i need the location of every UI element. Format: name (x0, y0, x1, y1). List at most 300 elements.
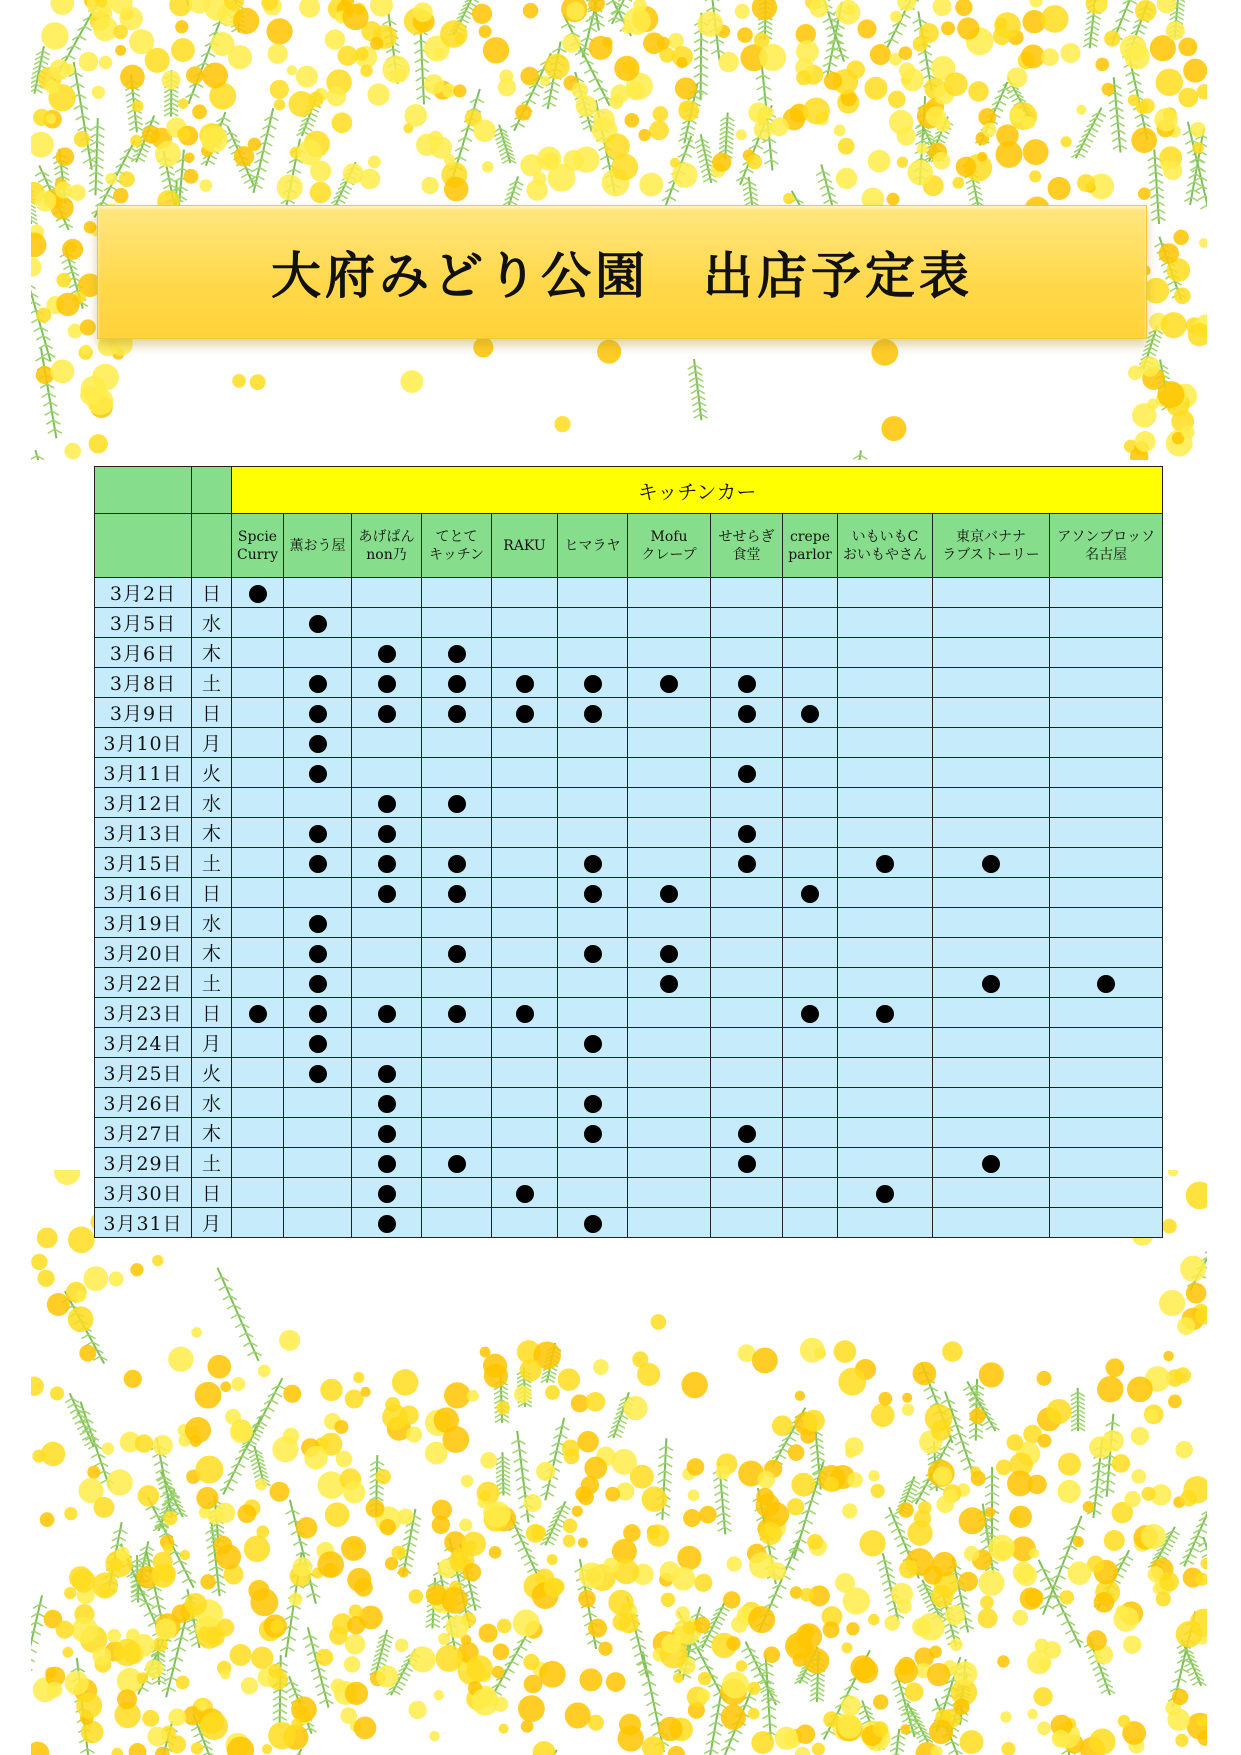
mimosa-blossom (368, 156, 381, 169)
schedule-cell (492, 788, 558, 818)
mimosa-blossom (544, 1577, 564, 1597)
schedule-cell (232, 1088, 284, 1118)
mimosa-blossom (163, 1543, 173, 1553)
mimosa-blossom (354, 1717, 377, 1740)
mimosa-blossom (120, 65, 145, 90)
schedule-cell (352, 638, 422, 668)
mimosa-blossom (1118, 1715, 1131, 1728)
schedule-cell (711, 938, 783, 968)
mimosa-blossom (72, 1617, 98, 1643)
attendance-dot (516, 675, 534, 693)
mimosa-blossom (783, 193, 794, 204)
attendance-dot (801, 705, 819, 723)
schedule-cell (492, 1208, 558, 1238)
schedule-cell (1050, 938, 1163, 968)
vendor-header: いもいもC おいもやさん (838, 514, 933, 578)
mimosa-blossom (952, 177, 964, 189)
mimosa-blossom (859, 1530, 885, 1556)
attendance-dot (309, 1035, 327, 1053)
mimosa-blossom (1038, 1434, 1052, 1448)
mimosa-blossom (1102, 1430, 1123, 1451)
mimosa-blossom (752, 1348, 778, 1374)
mimosa-blossom (683, 1621, 696, 1634)
schedule-cell (492, 998, 558, 1028)
schedule-cell (711, 1208, 783, 1238)
attendance-dot (448, 1005, 466, 1023)
mimosa-blossom (497, 1619, 512, 1634)
attendance-dot (584, 705, 602, 723)
schedule-cell (783, 638, 838, 668)
mimosa-blossom (785, 1632, 813, 1660)
header-blank-date (95, 514, 192, 578)
schedule-cell (838, 878, 933, 908)
mimosa-blossom (1128, 94, 1140, 106)
mimosa-blossom (627, 82, 646, 101)
mimosa-blossom (367, 83, 389, 105)
schedule-cell (1050, 818, 1163, 848)
mimosa-blossom (838, 138, 855, 155)
mimosa-blossom (1010, 1506, 1032, 1528)
mimosa-blossom (1186, 1283, 1207, 1304)
vendor-header: crepe parlor (783, 514, 838, 578)
mimosa-blossom (1175, 1734, 1188, 1747)
schedule-cell (628, 998, 711, 1028)
mimosa-blossom (977, 152, 987, 162)
leaf-sprig (759, 1654, 777, 1740)
mimosa-blossom (953, 1699, 969, 1715)
mimosa-blossom (836, 168, 857, 189)
attendance-dot (309, 855, 327, 873)
mimosa-blossom (737, 27, 753, 43)
mimosa-blossom (675, 1606, 689, 1620)
mimosa-blossom (566, 2, 585, 21)
mimosa-blossom (336, 1451, 353, 1468)
table-row (95, 938, 1163, 968)
schedule-cell (558, 1058, 628, 1088)
mimosa-blossom (176, 1676, 190, 1690)
attendance-dot (738, 825, 756, 843)
mimosa-blossom (1199, 238, 1207, 248)
mimosa-blossom (459, 1519, 472, 1532)
mimosa-blossom (996, 141, 1023, 168)
schedule-cell (933, 1088, 1050, 1118)
mimosa-blossom (190, 1435, 202, 1447)
schedule-cell (352, 968, 422, 998)
mimosa-blossom (1120, 35, 1147, 62)
mimosa-blossom (135, 1434, 153, 1452)
mimosa-blossom (130, 135, 142, 147)
mimosa-blossom (379, 1519, 395, 1535)
header-blank-day (192, 514, 232, 578)
mimosa-blossom (119, 171, 135, 187)
mimosa-blossom (1029, 170, 1041, 182)
mimosa-blossom (917, 1613, 945, 1641)
mimosa-blossom (461, 1475, 474, 1488)
weekday-cell: 日 (192, 578, 232, 608)
schedule-cell (558, 938, 628, 968)
mimosa-blossom (467, 1390, 479, 1402)
mimosa-blossom (186, 66, 204, 84)
table-row (95, 758, 1163, 788)
mimosa-blossom (563, 150, 584, 171)
table-row (95, 1178, 1163, 1208)
schedule-cell (284, 1178, 352, 1208)
attendance-dot (584, 1215, 602, 1233)
table-row (95, 818, 1163, 848)
leaf-sprig (65, 1393, 98, 1447)
mimosa-blossom (698, 1672, 712, 1686)
mimosa-blossom (436, 1645, 463, 1672)
attendance-dot (249, 585, 267, 603)
mimosa-blossom (726, 1636, 740, 1650)
vendor-header: Mofu クレープ (628, 514, 711, 578)
mimosa-blossom (697, 1689, 711, 1703)
date-cell: 3月29日 (95, 1148, 192, 1178)
mimosa-blossom (493, 1643, 510, 1660)
schedule-cell (422, 758, 492, 788)
attendance-dot (309, 1065, 327, 1083)
date-cell: 3月10日 (95, 728, 192, 758)
mimosa-blossom (923, 1565, 942, 1584)
attendance-dot (309, 975, 327, 993)
mimosa-blossom (69, 184, 86, 201)
mimosa-blossom (344, 1656, 360, 1672)
mimosa-blossom (231, 1377, 245, 1391)
mimosa-blossom (520, 154, 542, 176)
schedule-cell (838, 968, 933, 998)
mimosa-blossom (775, 1727, 798, 1750)
attendance-dot (448, 675, 466, 693)
mimosa-blossom (347, 1616, 365, 1634)
mimosa-blossom (864, 77, 887, 100)
schedule-cell (1050, 1118, 1163, 1148)
leaf-sprig (303, 1627, 334, 1707)
schedule-cell (838, 1118, 933, 1148)
mimosa-blossom (496, 1401, 510, 1415)
mimosa-blossom (1013, 1610, 1029, 1626)
mimosa-blossom (611, 1449, 637, 1475)
schedule-cell (628, 638, 711, 668)
attendance-dot (516, 705, 534, 723)
schedule-cell (284, 1058, 352, 1088)
mimosa-blossom (576, 95, 597, 116)
mimosa-blossom (206, 1628, 225, 1647)
mimosa-blossom (195, 1456, 223, 1484)
mimosa-blossom (957, 17, 979, 39)
table-row (95, 668, 1163, 698)
mimosa-blossom (37, 1270, 54, 1287)
mimosa-blossom (929, 1646, 942, 1659)
mimosa-blossom (297, 140, 323, 166)
schedule-cell (1050, 1058, 1163, 1088)
schedule-cell (628, 908, 711, 938)
mimosa-blossom (1168, 1394, 1182, 1408)
mimosa-blossom (1139, 98, 1154, 113)
schedule-cell (628, 1058, 711, 1088)
mimosa-blossom (56, 293, 80, 317)
mimosa-blossom (1163, 1351, 1173, 1361)
mimosa-blossom (199, 179, 212, 192)
attendance-dot (249, 1005, 267, 1023)
table-row (95, 998, 1163, 1028)
mimosa-blossom (625, 113, 640, 128)
mimosa-blossom (894, 1659, 918, 1683)
mimosa-blossom (1007, 1434, 1024, 1451)
schedule-cell (422, 878, 492, 908)
mimosa-blossom (533, 1741, 556, 1755)
mimosa-blossom (202, 62, 228, 88)
mimosa-blossom (45, 80, 59, 94)
mimosa-blossom (523, 1654, 539, 1670)
mimosa-blossom (1183, 59, 1207, 83)
schedule-cell (352, 908, 422, 938)
schedule-cell (352, 848, 422, 878)
mimosa-blossom (105, 173, 117, 185)
weekday-cell: 土 (192, 968, 232, 998)
schedule-cell (558, 1148, 628, 1178)
mimosa-blossom (955, 0, 972, 16)
schedule-cell (232, 1208, 284, 1238)
mimosa-blossom (409, 1646, 435, 1672)
mimosa-blossom (950, 1638, 963, 1651)
schedule-cell (933, 1148, 1050, 1178)
weekday-cell: 水 (192, 788, 232, 818)
mimosa-blossom (1048, 177, 1071, 200)
schedule-cell (284, 1208, 352, 1238)
schedule-cell (352, 758, 422, 788)
mimosa-blossom (1154, 108, 1178, 132)
mimosa-blossom (870, 44, 891, 65)
mimosa-blossom (772, 1415, 793, 1436)
table-row (95, 1148, 1163, 1178)
mimosa-blossom (142, 126, 160, 144)
leaf-sprig (718, 112, 734, 158)
schedule-cell (492, 638, 558, 668)
mimosa-blossom (800, 1338, 825, 1363)
mimosa-blossom (649, 120, 669, 140)
schedule-cell (628, 788, 711, 818)
schedule-cell (492, 818, 558, 848)
table-row (95, 788, 1163, 818)
mimosa-blossom (92, 1572, 118, 1598)
date-cell: 3月11日 (95, 758, 192, 788)
mimosa-blossom (201, 126, 228, 153)
mimosa-blossom (41, 22, 68, 49)
mimosa-blossom (64, 443, 81, 460)
attendance-dot (448, 1155, 466, 1173)
mimosa-blossom (757, 1471, 775, 1489)
mimosa-blossom (606, 1672, 626, 1692)
schedule-cell (492, 878, 558, 908)
mimosa-blossom (845, 1437, 864, 1456)
mimosa-blossom (1131, 1469, 1146, 1484)
schedule-cell (492, 728, 558, 758)
attendance-dot (738, 1155, 756, 1173)
mimosa-blossom (889, 110, 913, 134)
mimosa-blossom (93, 16, 118, 41)
schedule-cell (783, 998, 838, 1028)
mimosa-blossom (1145, 1409, 1158, 1422)
mimosa-blossom (868, 1614, 879, 1625)
mimosa-blossom (1023, 116, 1036, 129)
schedule-cell (422, 968, 492, 998)
header-blank-day (192, 467, 232, 514)
mimosa-blossom (756, 1493, 780, 1517)
schedule-cell (933, 668, 1050, 698)
schedule-cell (558, 908, 628, 938)
mimosa-blossom (424, 74, 444, 94)
schedule-cell (232, 728, 284, 758)
mimosa-blossom (353, 1372, 364, 1383)
mimosa-blossom (1015, 1564, 1037, 1586)
mimosa-blossom (1175, 1441, 1192, 1458)
weekday-cell: 土 (192, 1148, 232, 1178)
mimosa-blossom (343, 1481, 365, 1503)
mimosa-blossom (558, 1368, 580, 1390)
schedule-cell (284, 998, 352, 1028)
mimosa-blossom (603, 1558, 619, 1574)
weekday-cell: 火 (192, 1058, 232, 1088)
table-row (95, 578, 1163, 608)
schedule-cell (422, 728, 492, 758)
schedule-cell (783, 578, 838, 608)
mimosa-blossom (466, 1655, 493, 1682)
schedule-cell (558, 818, 628, 848)
mimosa-blossom (1160, 160, 1170, 170)
weekday-cell: 土 (192, 668, 232, 698)
mimosa-blossom (602, 37, 613, 48)
mimosa-blossom (847, 1472, 862, 1487)
schedule-cell (628, 1118, 711, 1148)
mimosa-blossom (270, 80, 289, 99)
mimosa-blossom (50, 359, 74, 383)
mimosa-blossom (982, 123, 996, 137)
mimosa-blossom (269, 1482, 289, 1502)
weekday-cell: 土 (192, 848, 232, 878)
schedule-cell (284, 938, 352, 968)
mimosa-blossom (113, 188, 128, 203)
mimosa-blossom (1159, 1572, 1179, 1592)
mimosa-blossom (168, 1346, 193, 1371)
mimosa-blossom (539, 1661, 566, 1688)
mimosa-blossom (169, 0, 192, 16)
mimosa-blossom (971, 1471, 986, 1486)
schedule-cell (558, 608, 628, 638)
mimosa-blossom (40, 1512, 55, 1527)
schedule-cell (933, 758, 1050, 788)
schedule-cell (783, 878, 838, 908)
vendor-header: せせらぎ 食堂 (711, 514, 783, 578)
schedule-cell (558, 1028, 628, 1058)
mimosa-blossom (283, 1428, 300, 1445)
mimosa-blossom (404, 104, 427, 127)
mimosa-blossom (434, 1690, 444, 1700)
schedule-cell (838, 788, 933, 818)
attendance-dot (660, 975, 678, 993)
mimosa-blossom (471, 1688, 499, 1716)
schedule-cell (352, 1208, 422, 1238)
mimosa-blossom (270, 1620, 284, 1634)
date-cell: 3月15日 (95, 848, 192, 878)
mimosa-blossom (662, 1634, 681, 1653)
schedule-cell (352, 998, 422, 1028)
attendance-dot (448, 645, 466, 663)
leaf-sprig (1071, 1388, 1085, 1431)
mimosa-blossom (897, 157, 908, 168)
mimosa-blossom (80, 319, 96, 335)
mimosa-blossom (446, 1615, 470, 1639)
schedule-cell (284, 1148, 352, 1178)
schedule-cell (711, 578, 783, 608)
mimosa-blossom (584, 1457, 607, 1480)
mimosa-blossom (64, 1587, 76, 1599)
mimosa-blossom (668, 1746, 685, 1755)
mimosa-blossom (408, 1701, 426, 1719)
vendor-header-row (95, 514, 1163, 578)
mimosa-blossom (429, 1731, 440, 1742)
mimosa-blossom (1141, 1487, 1155, 1501)
mimosa-blossom (834, 1340, 857, 1363)
weekday-cell: 日 (192, 998, 232, 1028)
mimosa-blossom (168, 1708, 186, 1726)
mimosa-blossom (233, 8, 259, 34)
mimosa-blossom (1061, 43, 1081, 63)
table-row (95, 908, 1163, 938)
schedule-cell (232, 698, 284, 728)
schedule-cell (628, 818, 711, 848)
schedule-cell (838, 758, 933, 788)
weekday-cell: 火 (192, 758, 232, 788)
schedule-cell (783, 698, 838, 728)
mimosa-blossom (277, 174, 303, 200)
mimosa-blossom (586, 1392, 606, 1412)
mimosa-blossom (113, 1639, 140, 1666)
mimosa-blossom (155, 1619, 176, 1640)
mimosa-blossom (526, 179, 547, 200)
mimosa-blossom (320, 1379, 342, 1401)
mimosa-blossom (1131, 1427, 1149, 1445)
mimosa-blossom (440, 20, 467, 47)
attendance-dot (584, 885, 602, 903)
mimosa-blossom (727, 1556, 742, 1571)
date-cell: 3月20日 (95, 938, 192, 968)
mimosa-blossom (795, 1391, 805, 1401)
mimosa-blossom (651, 1314, 667, 1330)
mimosa-blossom (200, 1712, 228, 1740)
mimosa-blossom (723, 1591, 740, 1608)
mimosa-blossom (868, 150, 891, 173)
schedule-cell (783, 1118, 838, 1148)
mimosa-blossom (291, 1718, 302, 1729)
mimosa-blossom (788, 1444, 805, 1461)
mimosa-blossom (498, 78, 516, 96)
mimosa-blossom (1023, 139, 1049, 165)
mimosa-blossom (748, 1606, 775, 1633)
schedule-cell (352, 1058, 422, 1088)
schedule-cell (492, 1028, 558, 1058)
mimosa-blossom (873, 1721, 889, 1737)
schedule-cell (783, 788, 838, 818)
mimosa-blossom (676, 57, 687, 68)
mimosa-blossom (1131, 127, 1157, 153)
schedule-cell (711, 908, 783, 938)
attendance-dot (378, 795, 396, 813)
mimosa-blossom (483, 37, 509, 63)
mimosa-blossom (672, 162, 697, 187)
mimosa-blossom (675, 77, 697, 99)
mimosa-blossom (1052, 1730, 1070, 1748)
mimosa-blossom (545, 1385, 560, 1400)
